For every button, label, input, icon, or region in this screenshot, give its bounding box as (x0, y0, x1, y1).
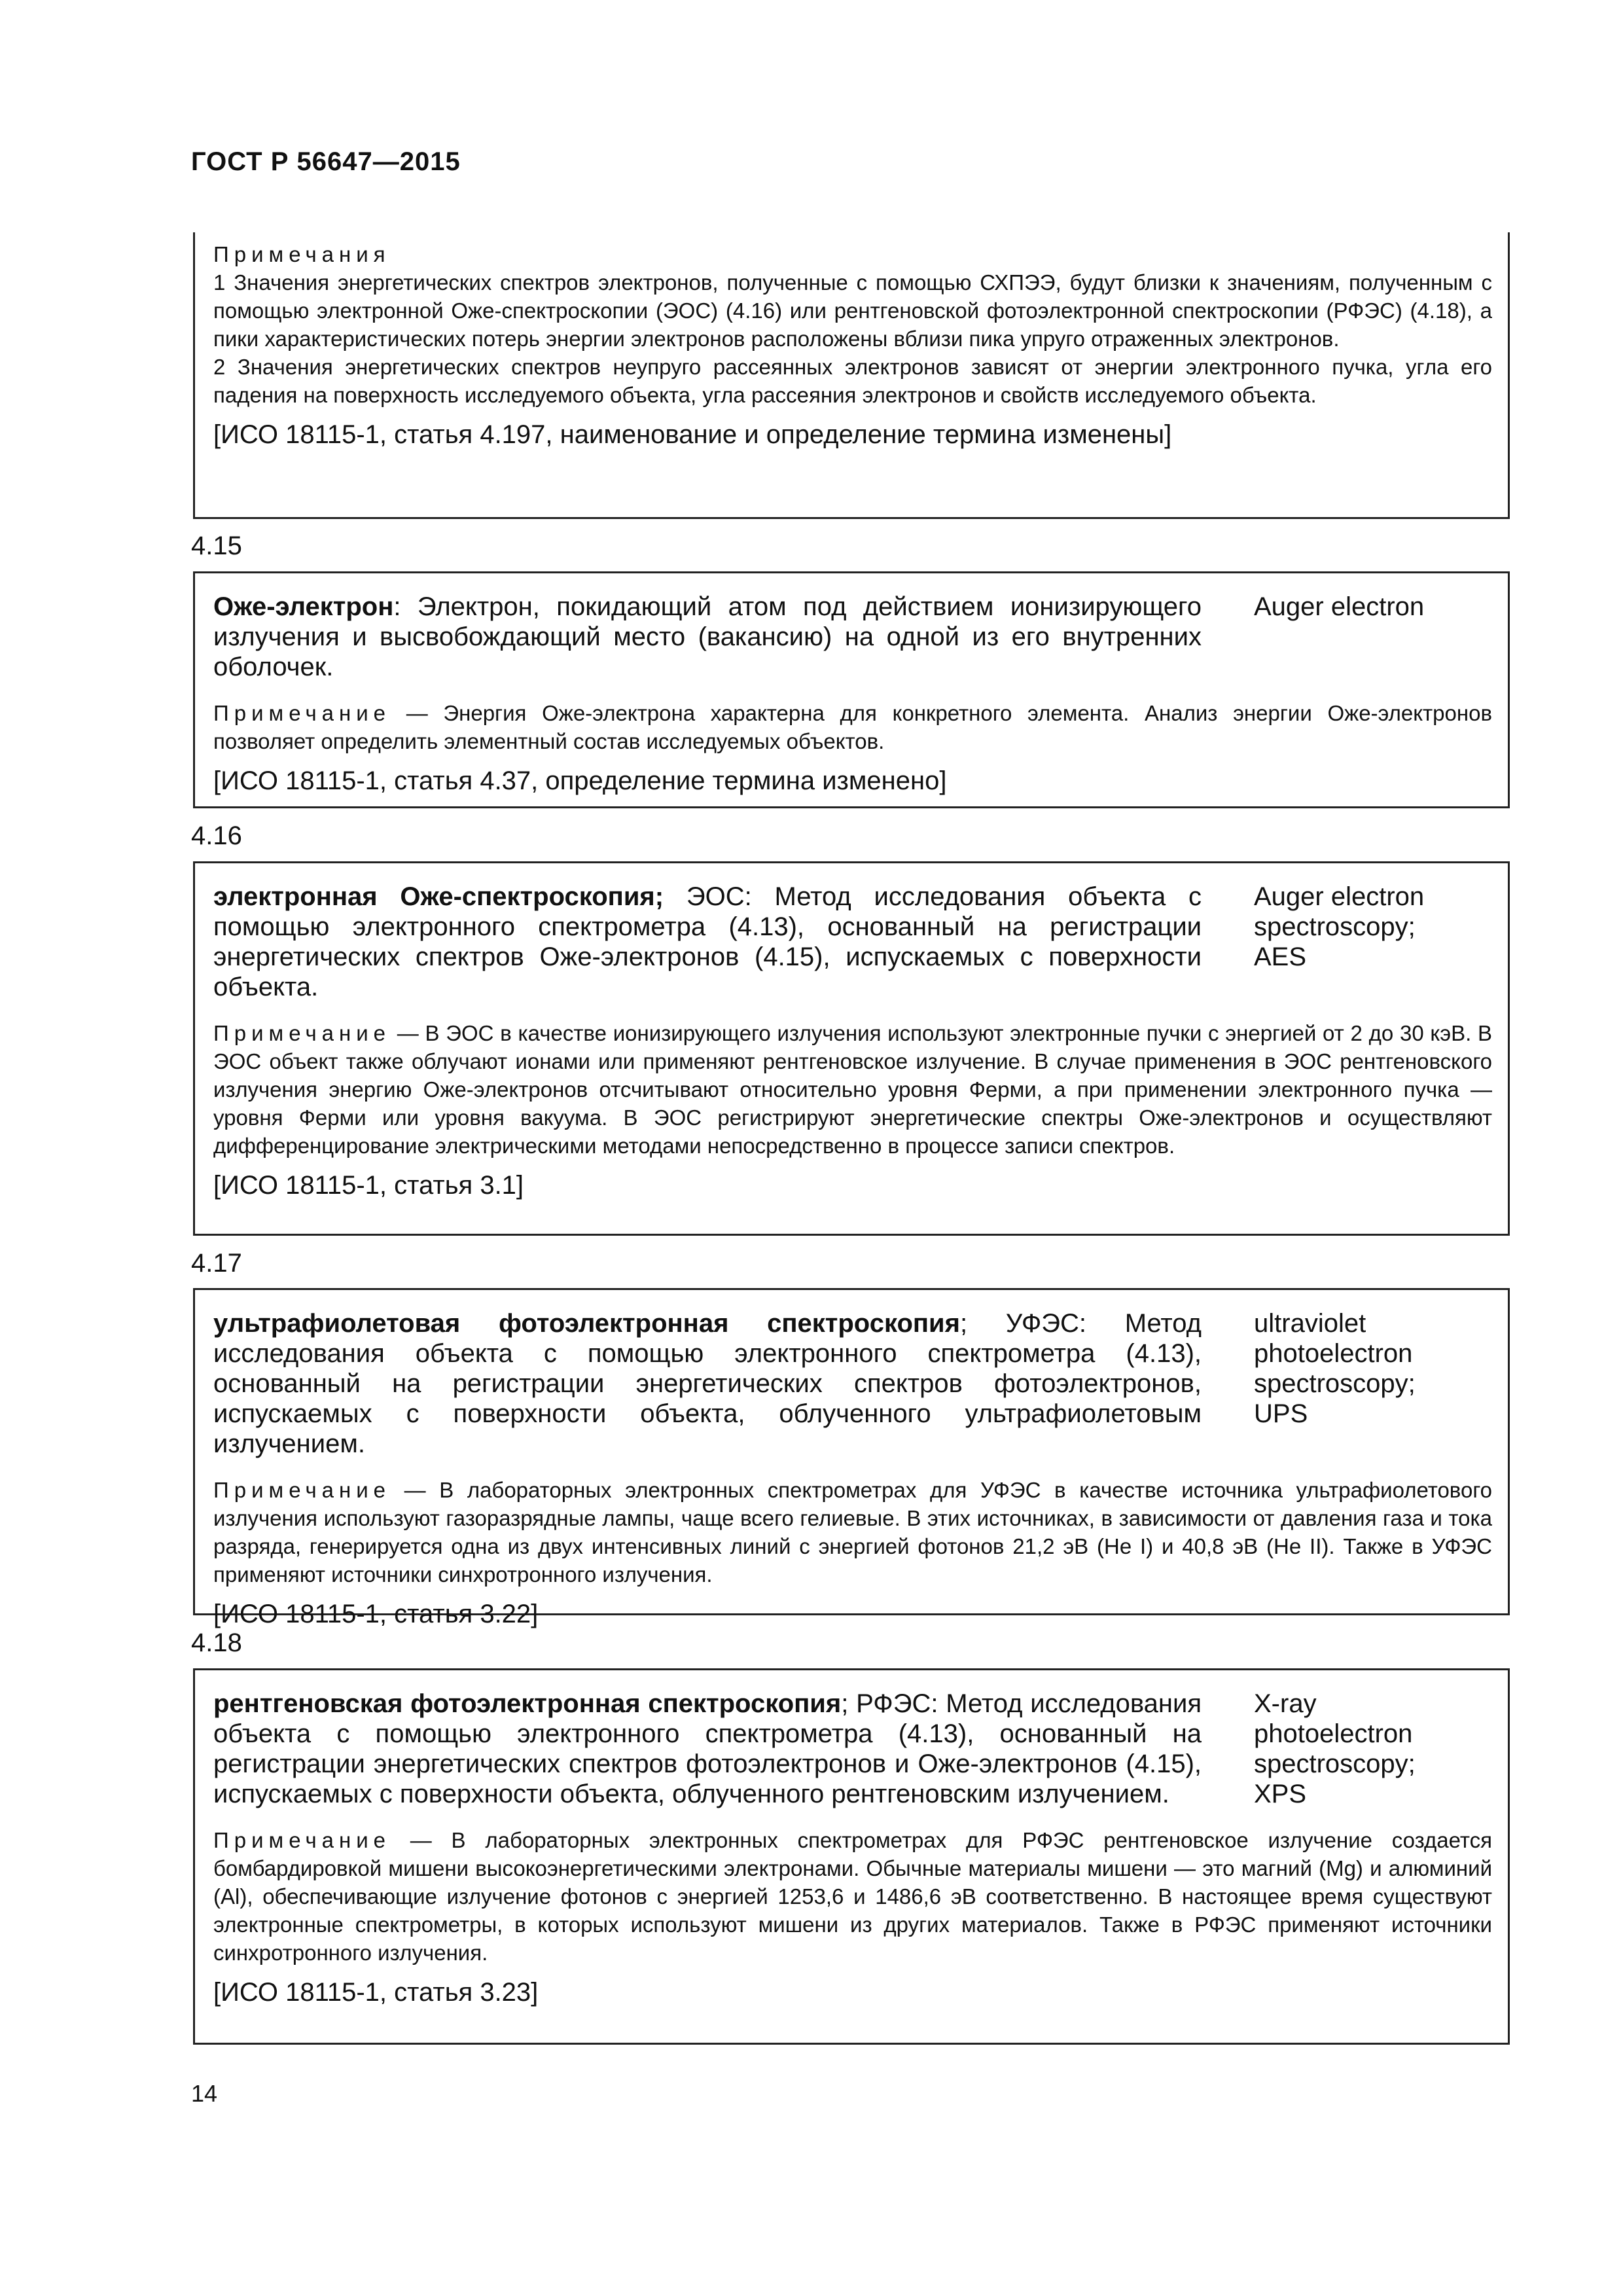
english-term: Auger electron spectroscopy; AES (1254, 882, 1425, 971)
note-2: 2 Значения энергетических спектров неупруго рассеянных электронов зависят от энергии электронного пучка, угла его падения на поверхность исследуемого объекта, угла рассеяния электронов и свойств исследуемого объекта. (213, 355, 1492, 407)
source-reference: [ИСО 18115-1, статья 4.37, определение термина изменено] (213, 766, 947, 795)
source-reference: [ИСО 18115-1, статья 4.197, наименование и определение термина изменены] (213, 420, 1172, 449)
note-label: Примечание (213, 1478, 391, 1502)
term-name: ультрафиолетовая фотоэлектронная спектроскопия (213, 1309, 960, 1338)
entry-box-4-18 (193, 1668, 1510, 2045)
entry-box-4-15 (193, 571, 1510, 808)
note-text: — В лабораторных электронных спектрометрах для УФЭС в качестве источника ультрафиолетового излучения используют газоразрядные лампы, чаще всего гелиевые. В этих источниках, в зависимости от давления газа и тока разряда, генерируется одна из двух интенсивных линий с энергией фотонов 21,2 эВ (He I) и 40,8 эВ (He II). Также в УФЭС применяют источники синхротронного излучения. (213, 1478, 1492, 1587)
document-header: ГОСТ Р 56647—2015 (191, 147, 461, 176)
term-definition (213, 882, 1202, 1002)
note-text: — Энергия Оже-электрона характерна для конкретного элемента. Анализ энергии Оже-электронов позволяет определить элементный состав исследуемых объектов. (213, 701, 1492, 753)
note-1: 1 Значения энергетических спектров электронов, полученные с помощью СХПЭЭ, будут близки к значениям, полученным с помощью электронной Оже-спектроскопии (ЭОС) (4.16) или рентгеновской фотоэлектронной спектроскопии (РФЭС) (4.18), а пики характеристических потерь энергии электронов расположены вблизи пика упруго отраженных электронов. (213, 270, 1492, 351)
page-number: 14 (191, 2080, 218, 2107)
term-definition (213, 1689, 1202, 1809)
term-row (195, 863, 1508, 1002)
term-row (195, 1670, 1508, 1809)
entry-note (195, 1002, 1508, 1160)
definition-text: ЭОС: Метод исследования объекта с помощью электронного спектрометра (4.13), основанный на регистрации энергетических спектров Оже-электронов (4.15), испускаемых с поверхности объекта. (213, 882, 1202, 1001)
term-definition (213, 592, 1202, 682)
source-reference: [ИСО 18115-1, статья 3.22] (213, 1600, 539, 1628)
english-term: Auger electron (1254, 592, 1425, 621)
note-label: Примечание (213, 1021, 391, 1045)
term-name: электронная Оже-спектроскопия; (213, 882, 664, 911)
entry-note (195, 1809, 1508, 1967)
english-term: X-ray photoelectron spectroscopy; XPS (1254, 1689, 1416, 1808)
english-term: ultraviolet photoelectron spectroscopy; UPS (1254, 1309, 1416, 1428)
note-label: Примечание (213, 701, 391, 725)
continued-notes (195, 232, 1508, 409)
definition-text: ; РФЭС: Метод исследования объекта с помощью электронного спектрометра (4.13), основанный на регистрации энергетических спектров фотоэлектронов и Оже-электронов (4.15), испускаемых с поверхности объекта, облученного рентгеновским излучением. (213, 1689, 1202, 1808)
entry-number: 4.17 (191, 1249, 242, 1278)
term-name: рентгеновская фотоэлектронная спектроскопия (213, 1689, 842, 1718)
entry-number: 4.15 (191, 531, 242, 560)
entry-box-4-16 (193, 861, 1510, 1236)
term-row (195, 1290, 1508, 1459)
entry-note (195, 682, 1508, 755)
entry-number: 4.18 (191, 1628, 242, 1657)
note-text: — В лабораторных электронных спектрометрах для РФЭС рентгеновское излучение создается бомбардировкой мишени высокоэнергетическими электронами. Обычные материалы мишени — это магний (Mg) и алюминий (Al), обеспечивающие излучение фотонов с энергией 1253,6 и 1486,6 эВ соответственно. В настоящее время существуют электронные спектрометры, в которых используют мишени из других материалов. Также в РФЭС применяют источники синхротронного излучения. (213, 1828, 1492, 1965)
source-reference: [ИСО 18115-1, статья 3.23] (213, 1978, 539, 2007)
note-text: — В ЭОС в качестве ионизирующего излучения используют электронные пучки с энергией от 2 до 30 кэВ. В ЭОС объект также облучают ионами или применяют рентгеновское излучение. В случае применения в ЭОС рентгеновского излучения энергию Оже-электронов отсчитывают относительно уровня Ферми, а при применении электронного пучка — уровня Ферми или уровня вакуума. В ЭОС регистрируют энергетические спектры Оже-электронов и осуществляют дифференцирование электрическими методами непосредственно в процессе записи спектров. (213, 1021, 1492, 1158)
entry-box-4-17 (193, 1288, 1510, 1628)
definition-text: : Электрон, покидающий атом под действием ионизирующего излучения и высвобождающий место (вакансию) на одной из его внутренних оболочек. (213, 592, 1202, 681)
source-reference: [ИСО 18115-1, статья 3.1] (213, 1171, 524, 1200)
note-label: Примечание (213, 1828, 391, 1852)
term-definition (213, 1308, 1202, 1459)
entry-note (195, 1459, 1508, 1588)
continued-entry-box (193, 232, 1510, 519)
note-label: Примечания (213, 242, 391, 266)
definition-text: ; УФЭС: Метод исследования объекта с помощью электронного спектрометра (4.13), основанный на регистрации энергетических спектров фотоэлектронов, испускаемых с поверхности объекта, облученного ультрафиолетовым излучением. (213, 1309, 1202, 1458)
entry-number: 4.16 (191, 821, 242, 850)
term-row (195, 573, 1508, 682)
term-name: Оже-электрон (213, 592, 394, 621)
